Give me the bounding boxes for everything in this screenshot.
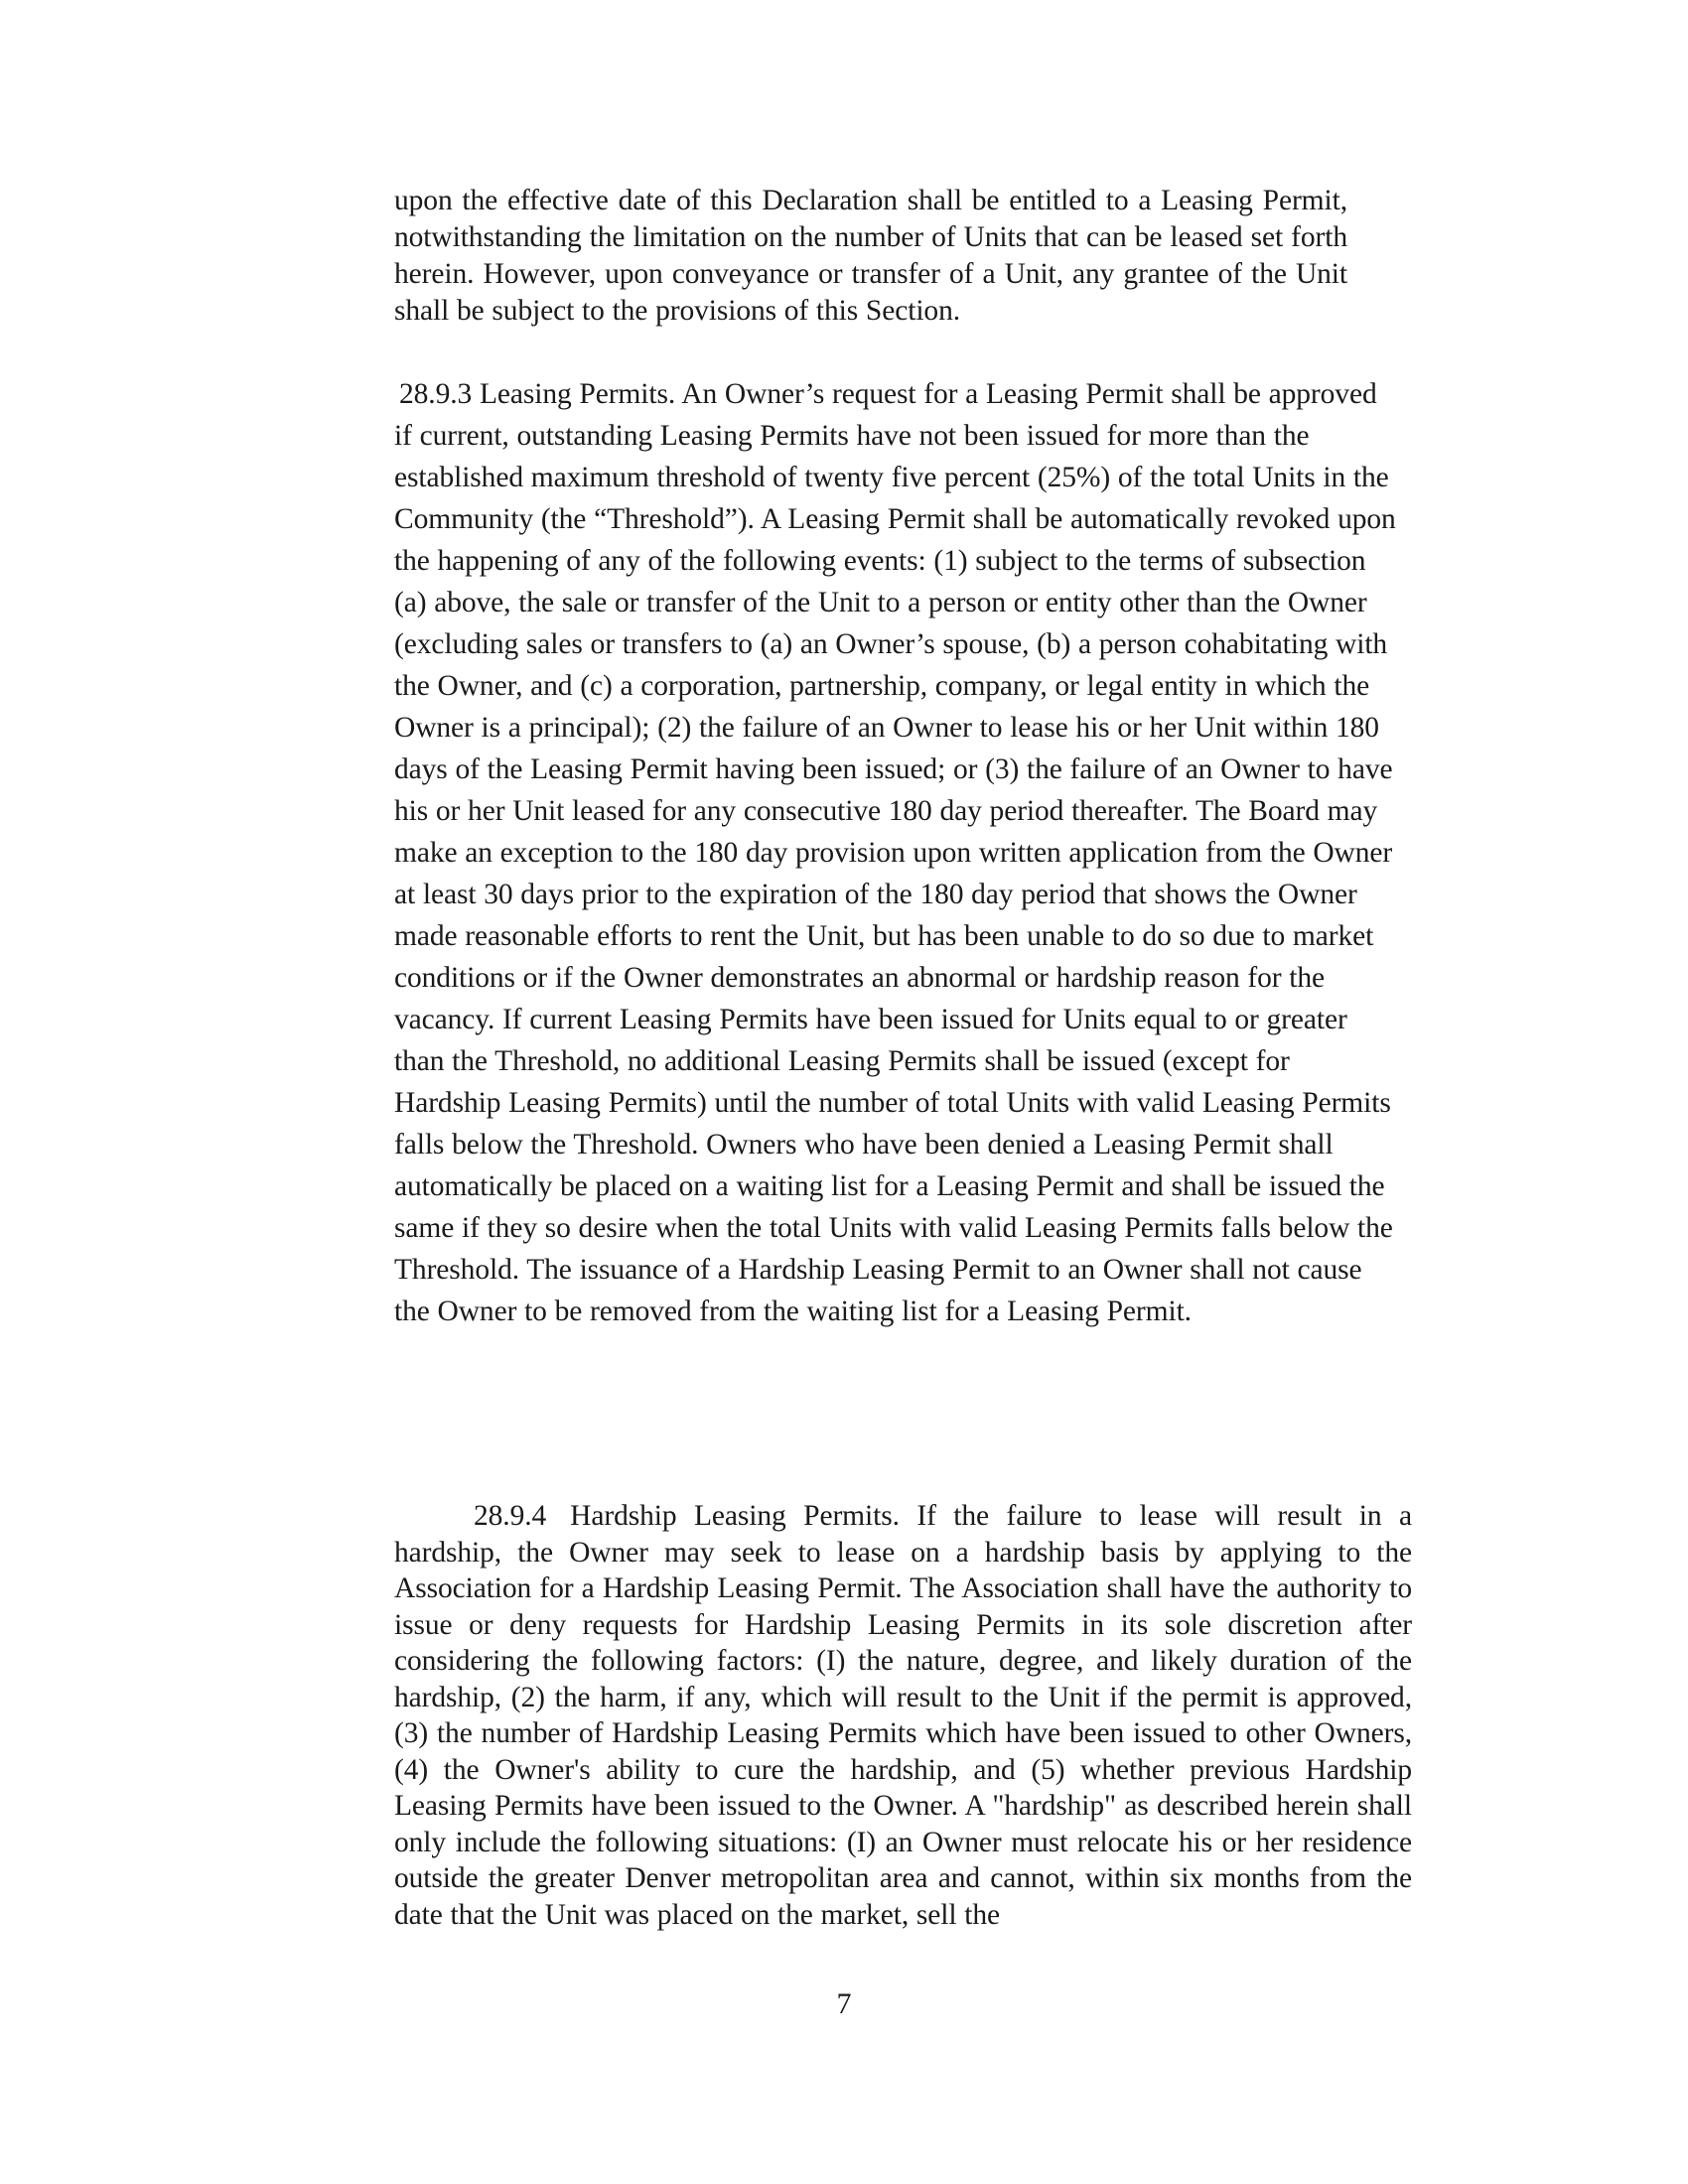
section-body: If the failure to lease will result in a hardship, the Owner may seek to lease on a hardship basis by applying to the Association for a Hardship Leasing Permit. The Association shall have the authority to issue or deny requests for Hardship Leasing Permits in its sole discretion after considering the following factors: (I) the nature, degree, and likely duration of the hardship, (2) the harm, if any, which will result to the Unit if the permit is approved, (3) the number of Hardship Leasing Permits which have been issued to other Owners, (4) the Owner's ability to cure the hardship, and (5) whether previous Hardship Leasing Permits have been issued to the Owner. A "hardship" as described herein shall only include the following situations: (I) an Owner must relocate his or her residence outside the greater Denver metropolitan area and cannot, within six months from the date that the Unit was placed on the market, sell the [394,1500,1412,1931]
section-number: 28.9.4 [474,1500,547,1532]
page-number: 7 [836,1987,852,2020]
paragraph-continuation: upon the effective date of this Declaration shall be entitled to a Leasing Permit, notwithstanding the limitation on the number of Units that can be leased set forth herein. However, upon conveyance or transfer of a Unit, any grantee of the Unit shall be subject to the provisions of this Section. [394,185,1347,327]
section-heading: Leasing Permits. [479,378,676,410]
section-body: An Owner’s request for a Leasing Permit shall be approved if current, outstanding Leasing Permits have not been issued for more than the established maximum threshold of twenty five percent (25%) of the total Units in the Community (the “Threshold”). A Leasing Permit shall be automatically revoked upon the happening of any of the following events: (1) subject to the terms of subsection (a) above, the sale or transfer of the Unit to a person or entity other than the Owner (excluding sales or transfers to (a) an Owner’s spouse, (b) a person cohabitating with the Owner, and (c) a corporation, partnership, company, or legal entity in which the Owner is a principal); (2) the failure of an Owner to lease his or her Unit within 180 days of the Leasing Permit having been issued; or (3) the failure of an Owner to have his or her Unit leased for any consecutive 180 day period thereafter. The Board may make an exception to the 180 day provision upon written application from the Owner at least 30 days prior to the expiration of the 180 day period that shows the Owner made reasonable efforts to rent the Unit, but has been unable to do so due to market conditions or if the Owner demonstrates an abnormal or hardship reason for the vacancy. If current Leasing Permits have been issued for Units equal to or greater than the Threshold, no additional Leasing Permits shall be issued (except for Hardship Leasing Permits) until the number of total Units with valid Leasing Permits falls below the Threshold. Owners who have been denied a Leasing Permit shall automatically be placed on a waiting list for a Leasing Permit and shall be issued the same if they so desire when the total Units with valid Leasing Permits falls below the Threshold. The issuance of a Hardship Leasing Permit to an Owner shall not cause the Owner to be removed from the waiting list for a Leasing Permit. [394,378,1396,1327]
section-28-9-3 [394,373,1397,1332]
section-28-9-4 [394,1498,1412,1933]
section-heading: Hardship Leasing Permits. [570,1500,900,1532]
section-number: 28.9.3 [399,378,473,410]
